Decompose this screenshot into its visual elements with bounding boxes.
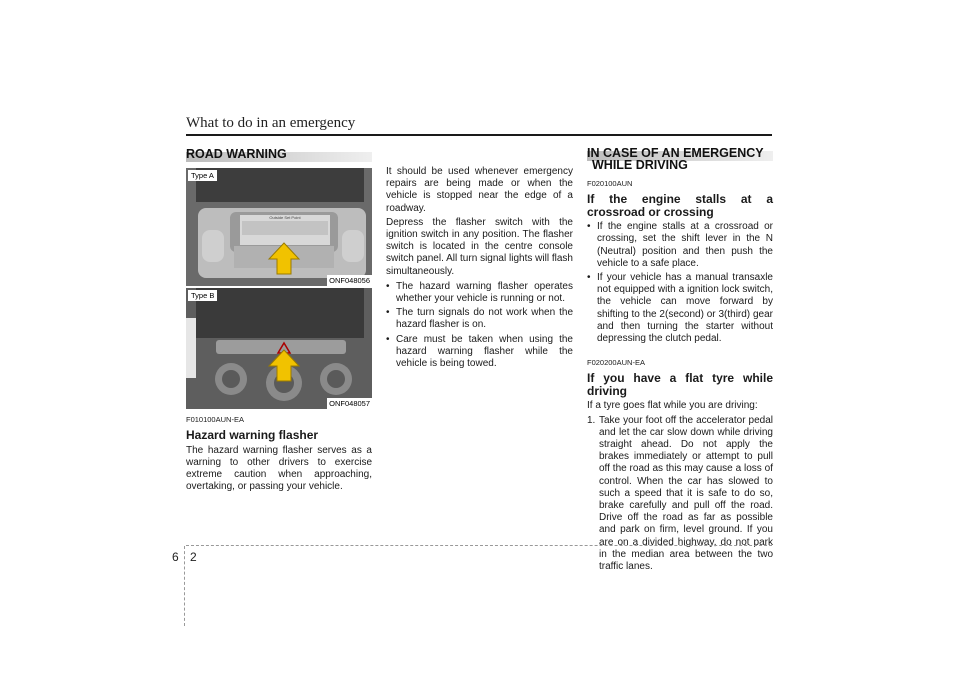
climate-display-text: Outside Set Point bbox=[269, 215, 301, 220]
numbered-list bbox=[587, 415, 773, 574]
list-item: • The turn signals do not work when the hazard flasher is on. bbox=[386, 307, 573, 331]
section-title-emergency bbox=[587, 147, 764, 171]
list-item bbox=[587, 415, 773, 574]
section-code: F020200AUN-EA bbox=[587, 358, 645, 368]
paragraph: Depress the flasher switch with the ignition switch in any position. The flasher switch is located in the centre console switch panel. All turn signal lights will flash simultaneously. bbox=[386, 216, 573, 277]
left-column-text bbox=[186, 414, 372, 496]
hazard-switch-panel-a-illustration bbox=[186, 168, 372, 286]
paragraph: It should be used whenever emergency repairs are being made or when the vehicle is stopped near the edge of a roadway. bbox=[386, 166, 573, 214]
section-code: F020100AUN bbox=[587, 179, 633, 188]
bullet-list bbox=[587, 221, 773, 345]
page-number: 2 bbox=[190, 550, 197, 564]
section-title-line: WHILE DRIVING bbox=[592, 158, 688, 172]
footer-vertical-divider bbox=[184, 546, 185, 626]
chapter-number: 6 bbox=[172, 550, 179, 564]
subheading-hazard-warning-flasher: Hazard warning flasher bbox=[186, 428, 319, 443]
list-item: • The hazard warning flasher operates whether your vehicle is running or not. bbox=[386, 281, 573, 305]
photo-type-b bbox=[186, 288, 372, 409]
header-rule bbox=[186, 134, 772, 136]
paragraph: If a tyre goes flat while you are driving: bbox=[587, 400, 758, 412]
running-header: What to do in an emergency bbox=[186, 115, 356, 131]
list-item: • Care must be taken when using the hazard warning flasher while the vehicle is being towed. bbox=[386, 334, 573, 371]
hazard-switch-panel-b-illustration bbox=[186, 288, 372, 409]
type-a-label: Type A bbox=[188, 170, 217, 181]
right-column-text bbox=[587, 178, 773, 573]
step-number: 1. bbox=[587, 414, 596, 426]
step-text: Take your foot off the accelerator pedal and let the car slow down while driving straight ahead. Do not apply the brakes immediately or attempt to pull off the road as this may cause a loss of control. When the car has slowed to such a speed that it is safe to do so, brake carefully and pull off the road. Drive off the road as far as possible and park on firm, level ground. If you are on a divided highway, do not park in the median area between the two traffic lanes. bbox=[599, 414, 773, 573]
list-item: • If the engine stalls at a crossroad or crossing, set the shift lever in the N (Neutral) position and then push the vehicle to a safe place. bbox=[587, 221, 773, 270]
footer-divider bbox=[186, 545, 772, 546]
subheading-flat-tyre: If you have a flat tyre while driving bbox=[587, 371, 773, 398]
bullet-list bbox=[386, 281, 573, 370]
section-title-line: IN CASE OF AN EMERGENCY bbox=[587, 146, 764, 160]
photo-b-caption: ONF048057 bbox=[329, 399, 370, 408]
type-b-label: Type B bbox=[188, 290, 217, 301]
list-item: • If your vehicle has a manual transaxle not equipped with a ignition lock switch, the vehicle can move forward by shifting to the 2(second) or 3(third) gear and then turning the starter without depressing the clutch pedal. bbox=[587, 272, 773, 345]
subheading-engine-stalls: If the engine stalls at a crossroad or crossing bbox=[587, 192, 773, 219]
paragraph: The hazard warning flasher serves as a warning to other drivers to exercise extreme caution when approaching, overtaking, or passing your vehicle. bbox=[186, 444, 372, 493]
photo-a-caption: ONF048056 bbox=[329, 276, 370, 285]
section-code: F010100AUN-EA bbox=[186, 415, 244, 424]
middle-column-text bbox=[386, 166, 573, 372]
photo-type-a bbox=[186, 168, 372, 286]
section-title-road-warning: ROAD WARNING bbox=[186, 147, 287, 161]
